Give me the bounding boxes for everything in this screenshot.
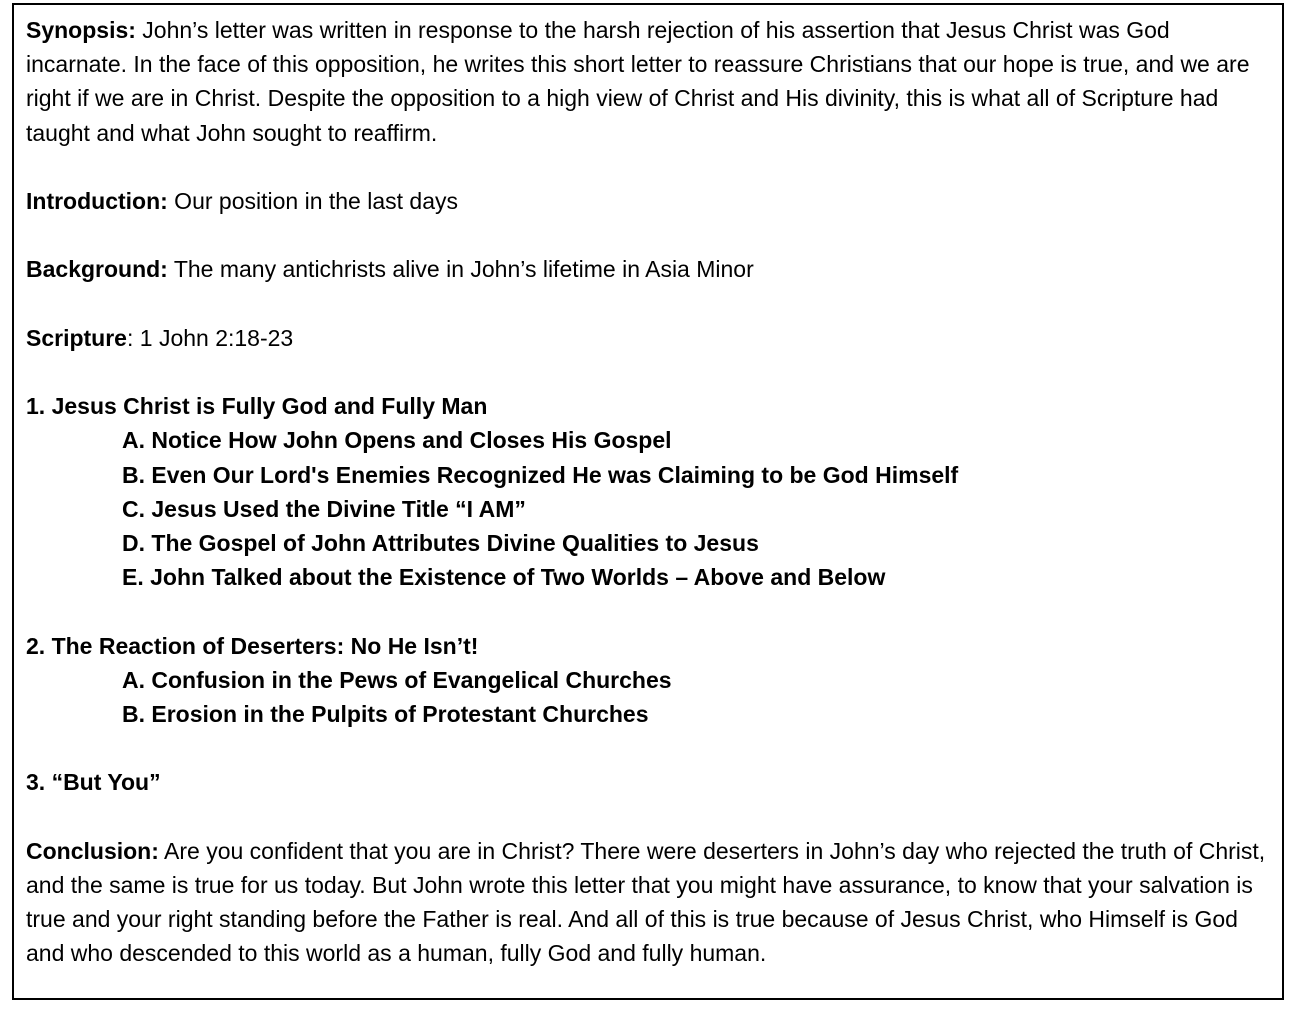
scripture-paragraph	[26, 321, 1272, 355]
introduction-label: Introduction:	[26, 188, 168, 214]
outline-point-heading: 1. Jesus Christ is Fully God and Fully Man	[26, 393, 488, 420]
outline-point-3	[26, 765, 1272, 799]
outline-point-heading: 2. The Reaction of Deserters: No He Isn’t!	[26, 632, 479, 659]
spacer	[26, 150, 1272, 184]
spacer	[26, 731, 1272, 765]
spacer	[26, 800, 1272, 834]
scripture-label: Scripture	[26, 324, 127, 351]
outline-point-2	[26, 629, 1272, 732]
synopsis-label: Synopsis:	[26, 17, 136, 43]
synopsis-paragraph	[26, 13, 1272, 150]
conclusion-paragraph	[26, 834, 1272, 971]
conclusion-label: Conclusion:	[26, 837, 159, 864]
scripture-text: : 1 John 2:18-23	[126, 324, 294, 351]
outline-subpoint: B. Erosion in the Pulpits of Protestant Churches	[122, 700, 649, 727]
outline-point-heading: 3. “But You”	[26, 769, 161, 796]
background-paragraph	[26, 252, 1272, 286]
outline-subpoint: D. The Gospel of John Attributes Divine Qualities to Jesus	[122, 529, 759, 556]
outline-subpoint: A. Confusion in the Pews of Evangelical Churches	[122, 666, 672, 693]
outline-subpoint: E. John Talked about the Existence of Two Worlds – Above and Below	[122, 564, 886, 591]
spacer	[26, 355, 1272, 389]
spacer	[26, 287, 1272, 321]
background-label: Background:	[26, 256, 168, 283]
introduction-text: Our position in the last days	[167, 188, 459, 214]
spacer	[26, 594, 1272, 628]
spacer	[26, 218, 1272, 252]
outline-subpoint: A. Notice How John Opens and Closes His Gospel	[122, 427, 672, 454]
conclusion-text: Are you confident that you are in Christ? There were deserters in John’s day who rejected the truth of Christ, and the same is true for us today. But John wrote this letter that you might have assurance, to know that your salvation is true and your right standing before the Father is real. And all of this is true because of Jesus Christ, who Himself is God and who descended to this world as a human, fully God and fully human.	[26, 837, 1266, 967]
outline-subpoint: B. Even Our Lord's Enemies Recognized He was Claiming to be God Himself	[122, 461, 959, 488]
background-text: The many antichrists alive in John’s lifetime in Asia Minor	[167, 256, 754, 283]
outline-point-1	[26, 389, 1272, 594]
introduction-paragraph	[26, 184, 1272, 218]
outline-subpoint: C. Jesus Used the Divine Title “I AM”	[122, 495, 526, 522]
synopsis-text: John’s letter was written in response to the harsh rejection of his assertion that Jesus Christ was God incarnate. In the face of this opposition, he writes this short letter to reassure Christians that our hope is true, and we are right if we are in Christ. Despite the opposition to a high view of Christ and His divinity, this is what all of Scripture had taught and what John sought to reaffirm.	[26, 17, 1250, 146]
sermon-outline-box	[12, 3, 1284, 1000]
